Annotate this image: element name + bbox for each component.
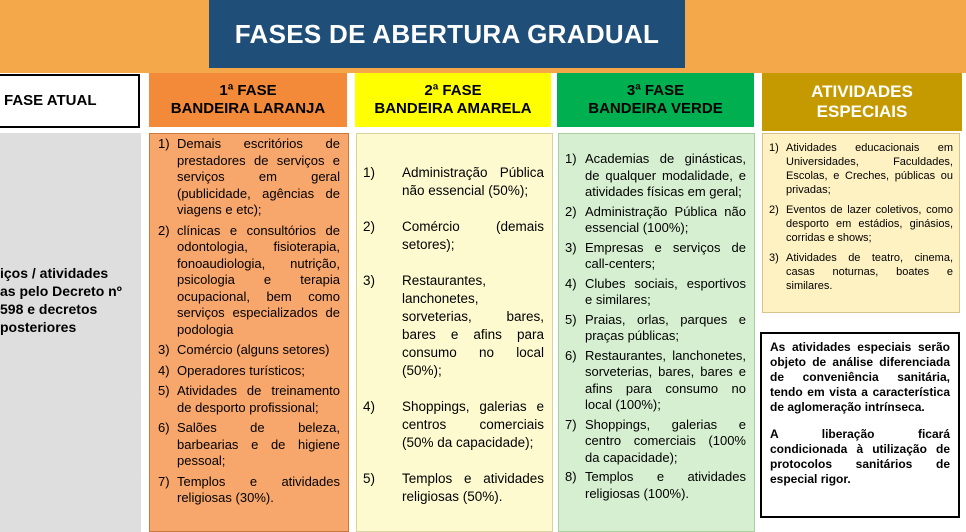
fase-atual-line: as pelo Decreto nº <box>0 283 122 299</box>
list-item-number: 6) <box>565 347 577 363</box>
list-item-text: Empresas e serviços de call-centers; <box>585 239 746 271</box>
list-item-text: Comércio (demais setores); <box>402 219 544 252</box>
list-item-text: Atividades de teatro, cinema, casas noturnas, boates e similares. <box>786 252 953 292</box>
list-item-text: Administração Pública não essencial (50%); <box>402 165 544 198</box>
list-item <box>769 141 953 197</box>
list-item-number: 2) <box>565 203 577 219</box>
list-item-text: Restaurantes, lanchonetes, sorveterias, bares, bares e afins para consumo no local (50%); <box>402 273 544 378</box>
list-item <box>565 469 746 502</box>
list-item <box>158 223 340 339</box>
list-item-text: Clubes sociais, esportivos e similares; <box>585 275 746 307</box>
header-bandeira-verde <box>557 73 754 127</box>
header-verde-flag: BANDEIRA VERDE <box>588 100 723 117</box>
list-item <box>158 383 340 416</box>
header-bandeira-laranja <box>149 73 347 127</box>
list-item-number: 5) <box>158 383 170 398</box>
header-amarela-phase: 2ª FASE <box>424 82 482 99</box>
header-verde-phase: 3ª FASE <box>626 82 685 99</box>
list-item-number: 5) <box>363 471 376 486</box>
list-item <box>158 342 340 359</box>
list-item-number: 1) <box>363 165 376 180</box>
list-item-text: Operadores turísticos; <box>177 362 305 378</box>
list-item <box>158 363 340 380</box>
nota-atividades-especiais <box>760 332 960 518</box>
header-laranja-phase: 1ª FASE <box>219 82 277 99</box>
nota-paragraph: As atividades especiais serão objeto de análise diferenciada de conveniência sanitária, tendo em vista a característica de aglomeração intrínseca. <box>770 340 950 414</box>
list-item-text: Academias de ginásticas, de qualquer modalidade, e atividades físicas em geral; <box>585 151 746 199</box>
list-item-number: 7) <box>158 473 170 489</box>
list-item-number: 4) <box>565 275 577 291</box>
list-item-text: clínicas e consultórios de odontologia, fisioterapia, fonoaudiologia, nutrição, psicologia e terapia ocupacional, bem como serviços especializados de podologia <box>177 222 340 337</box>
list-item <box>158 136 340 219</box>
list-item-number: 2) <box>158 222 170 238</box>
list-item-number: 3) <box>565 239 577 255</box>
fase-atual-text <box>0 264 141 336</box>
list-item <box>565 276 746 309</box>
fase-atual-line: iços / atividades <box>0 265 109 281</box>
list-item-text: Restaurantes, lanchonetes, sorveterias, bares, bares e afins para consumo no local (100%); <box>585 347 746 412</box>
list-item-text: Eventos de lazer coletivos, como desporto em estádios, ginásios, corridas e shows; <box>786 204 953 244</box>
list-item-text: Salões de beleza, barbearias e de higiene pessoal; <box>177 420 340 468</box>
list-item <box>363 164 544 200</box>
list-item <box>363 398 544 452</box>
list-item-text: Comércio (alguns setores) <box>177 342 330 357</box>
page-title: FASES DE ABERTURA GRADUAL <box>209 0 685 68</box>
column-bandeira-amarela <box>356 133 553 532</box>
list-item <box>769 251 953 293</box>
fase-atual-line: posteriores <box>0 319 77 335</box>
list-item <box>769 203 953 245</box>
list-item-number: 1) <box>158 136 170 151</box>
list-item-number: 2) <box>769 204 779 216</box>
list-item-number: 6) <box>158 420 170 435</box>
column-bandeira-verde <box>558 133 755 532</box>
list-item <box>363 272 544 380</box>
column-bandeira-laranja <box>149 133 349 532</box>
list-item-text: Shoppings, galerias e centro comerciais (100% da capacidade); <box>585 416 746 465</box>
list-item-number: 7) <box>565 416 577 432</box>
list-item-text: Atividades de treinamento de desporto profissional; <box>177 383 340 415</box>
list-item-number: 4) <box>363 399 376 414</box>
nota-paragraph: A liberação ficará condicionada à utilização de protocolos sanitários de especial rigor. <box>770 427 950 486</box>
list-item <box>158 420 340 470</box>
list-item <box>158 474 340 507</box>
header-especiais-line2: ESPECIAIS <box>816 102 908 121</box>
list-item-number: 1) <box>565 151 577 166</box>
list-item-text: Shoppings, galerias e centros comerciais (50% da capacidade); <box>402 399 544 450</box>
list-item <box>565 151 746 201</box>
header-fase-atual-label: FASE ATUAL <box>4 92 97 109</box>
list-item-number: 2) <box>363 219 376 234</box>
list-item <box>565 204 746 237</box>
list-item-text: Demais escritórios de prestadores de serviços e serviços em geral (publicidade, agências de viagens e etc); <box>177 136 340 217</box>
list-item-number: 1) <box>769 142 779 154</box>
header-laranja-flag: BANDEIRA LARANJA <box>170 100 326 117</box>
list-item <box>363 218 544 254</box>
list-item-number: 5) <box>565 311 577 327</box>
list-item-number: 4) <box>158 362 170 378</box>
header-bandeira-amarela <box>355 73 551 127</box>
list-item-text: Templos e atividades religiosas (30%). <box>177 473 340 505</box>
list-item <box>565 348 746 414</box>
list-item <box>565 240 746 273</box>
list-item-text: Templos e atividades religiosas (100%). <box>585 469 746 501</box>
fase-atual-line: 598 e decretos <box>0 301 98 317</box>
list-item-text: Praias, orlas, parques e praças públicas; <box>585 311 746 343</box>
header-especiais-line1: ATIVIDADES <box>811 82 913 101</box>
column-atividades-especiais <box>762 133 960 313</box>
header-atividades-especiais <box>762 73 962 131</box>
list-item <box>565 417 746 467</box>
list-item-text: Atividades educacionais em Universidades, Faculdades, Escolas, e Creches, públicas ou privadas; <box>786 142 953 196</box>
header-amarela-flag: BANDEIRA AMARELA <box>374 100 532 117</box>
list-item <box>363 470 544 506</box>
list-item-text: Templos e atividades religiosas (50%). <box>402 471 544 504</box>
list-item-number: 3) <box>769 252 779 264</box>
list-item-number: 3) <box>363 273 376 288</box>
header-fase-atual <box>0 74 140 128</box>
list-item-number: 8) <box>565 469 577 484</box>
list-item-number: 3) <box>158 342 170 357</box>
list-item-text: Administração Pública não essencial (100%); <box>585 203 746 235</box>
list-item <box>565 312 746 345</box>
